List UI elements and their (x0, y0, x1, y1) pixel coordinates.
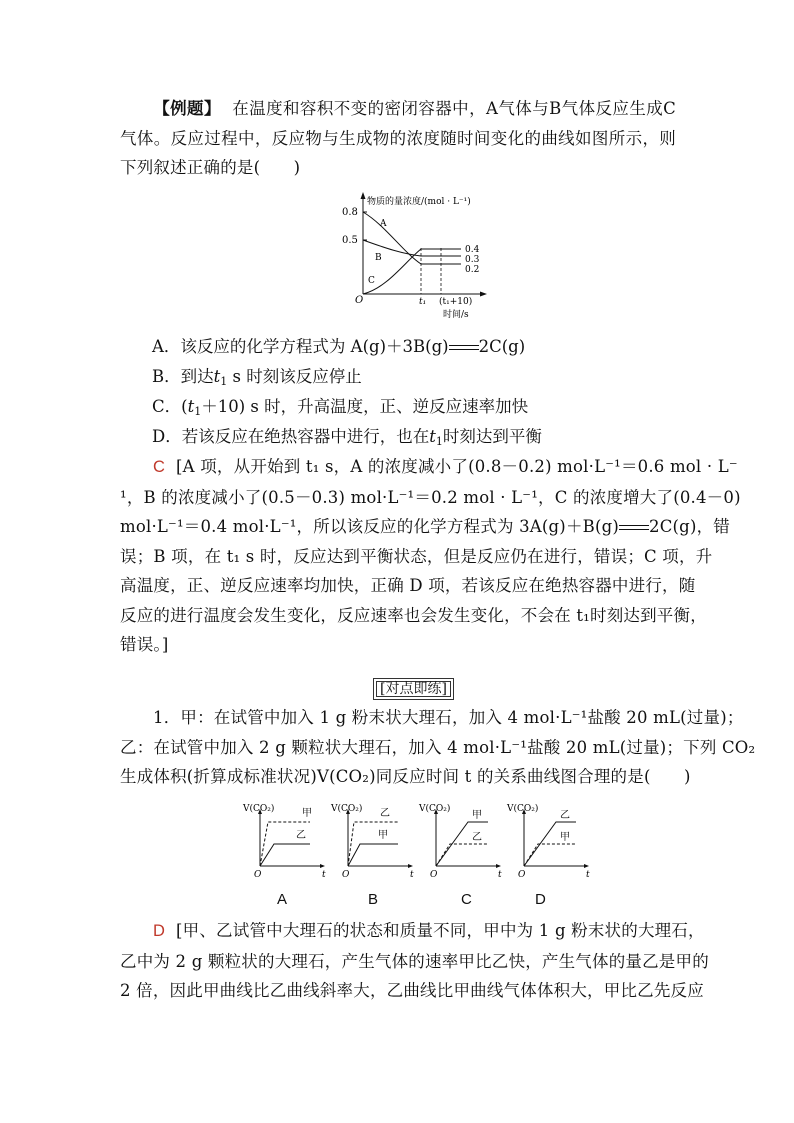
volume-time-graphs (240, 800, 590, 882)
graph-b-ylabel: V(CO₂) (331, 804, 363, 814)
graph-a-yi: 乙 (296, 830, 306, 841)
graph-d-yi: 乙 (560, 810, 570, 821)
answer-1-letter: C (153, 458, 166, 476)
graph-label-a: A (277, 891, 288, 908)
answer-2 (120, 916, 709, 1006)
graph-a-ylabel: V(CO₂) (243, 804, 275, 814)
answer-2-line-2: 乙中为 2 g 颗粒状的大理石，产生气体的速率甲比乙快，产生气体的量乙是甲的 (120, 951, 709, 971)
y-label-05: 0.5 (342, 235, 358, 246)
graph-d (506, 803, 590, 880)
option-c-prefix: C．( (152, 397, 188, 416)
y-label-08: 0.8 (342, 207, 358, 218)
concentration-time-graph (335, 190, 495, 330)
example-tag: 【例题】 (153, 99, 221, 118)
example-question (120, 94, 676, 183)
value-label-02: 0.2 (465, 265, 480, 275)
graph-d-jia: 甲 (560, 832, 570, 843)
origin-label: O (355, 295, 364, 306)
answer-2-line-1: [甲、乙试管中大理石的状态和质量不同，甲中为 1 g 粉末状的大理石， (176, 921, 705, 940)
graph-a-origin: O (254, 870, 262, 880)
answer-1-line-4: 误；B 项，在 t₁ s 时，反应达到平衡状态，但是反应仍在进行，错误；C 项，升 (120, 546, 713, 566)
y-axis-label: 物质的量浓度/(mol · L⁻¹) (367, 197, 471, 207)
graph-d-origin: O (518, 870, 526, 880)
graph-label-b: B (368, 891, 379, 908)
x-tick-t1: t₁ (419, 297, 427, 307)
question-1-line-1: 1．甲：在试管中加入 1 g 粉末状大理石，加入 4 mol·L⁻¹盐酸 20 mL(过量)； (153, 708, 744, 727)
answer-1-line-7: 错误。] (120, 635, 169, 654)
option-a (152, 332, 676, 362)
option-b-t: t (213, 367, 221, 386)
answer-2-letter: D (153, 922, 166, 940)
answer-1-line-5: 高温度，正、逆反应速率均加快，正确 D 项，若该反应在绝热容器中进行，随 (120, 576, 696, 595)
example-text: 在温度和容积不变的密闭容器中，A气体与B气体反应生成C气体。反应过程中，反应物与生成物的浓度随时间变化的曲线如图所示，则下列叙述正确的是( ) (120, 99, 676, 177)
curve-label-c: C (368, 276, 375, 286)
option-d-t: t (429, 427, 436, 446)
graph-c (418, 803, 502, 880)
graph-d-xlabel: t (586, 870, 590, 880)
question-1-line-2: 乙：在试管中加入 2 g 颗粒状大理石，加入 4 mol·L⁻¹盐酸 20 mL(过量)；下列 CO₂ (120, 737, 756, 757)
curve-label-b: B (375, 253, 382, 263)
graph-a-xlabel: t (322, 870, 326, 880)
option-a-text: A．该反应的化学方程式为 A(g)＋3B(g) (152, 337, 449, 356)
option-c-text: ＋10) s 时，升高温度，正、逆反应速率加快 (201, 397, 529, 416)
graph-c-jia: 甲 (472, 810, 482, 821)
answer-1-line-2: ¹，B 的浓度减小了(0.5－0.3) mol·L⁻¹＝0.2 mol · L⁻¹，C 的浓度增大了(0.4－0) (120, 487, 741, 507)
graph-label-c: C (461, 891, 472, 908)
answer-1 (120, 452, 741, 660)
graph-b-xlabel: t (410, 870, 414, 880)
graph-c-xlabel: t (498, 870, 502, 880)
graph-b (330, 803, 414, 880)
graph-d-ylabel: V(CO₂) (507, 804, 539, 814)
equilibrium-arrow (449, 343, 479, 353)
option-c-sub: 1 (194, 405, 202, 418)
option-b-prefix: B．到达 (152, 367, 214, 386)
graph-c-yi: 乙 (472, 832, 482, 843)
value-label-04: 0.4 (465, 245, 480, 255)
option-b-text: s 时刻该反应停止 (227, 367, 362, 386)
graph-b-origin: O (342, 870, 350, 880)
option-d-sub: 1 (435, 435, 443, 448)
option-d-prefix: D．若该反应在绝热容器中进行，也在 (152, 427, 430, 446)
x-tick-t1-plus-10: (t₁+10) (439, 297, 473, 307)
graph-c-ylabel: V(CO₂) (419, 804, 451, 814)
x-axis-label: 时间/s (443, 310, 469, 320)
answer-1-line-3b: 2C(g)，错 (649, 517, 730, 536)
answer-1-line-6: 反应的进行温度会发生变化，反应速率也会发生变化，不会在 t₁时刻达到平衡， (120, 605, 707, 625)
graph-c-origin: O (430, 870, 438, 880)
graph-b-yi: 乙 (380, 808, 390, 819)
graph-label-d: D (535, 891, 546, 908)
equilibrium-arrow (619, 523, 649, 533)
option-b-sub: 1 (220, 375, 228, 388)
curve-label-a: A (380, 219, 387, 229)
question-1-line-3: 生成体积(折算成标准状况)V(CO₂)同反应时间 t 的关系曲线图合理的是( ) (120, 767, 691, 786)
option-a-product: 2C(g) (478, 337, 526, 356)
answer-2-line-3: 2 倍，因此甲曲线比乙曲线斜率大，乙曲线比甲曲线气体体积大，甲比乙先反应 (120, 981, 704, 1000)
graph-b-jia: 甲 (378, 830, 388, 841)
graph-a (242, 803, 326, 880)
value-label-03: 0.3 (465, 255, 480, 265)
graph-a-jia: 甲 (302, 808, 312, 819)
answer-1-line-1: [A 项，从开始到 t₁ s，A 的浓度减小了(0.8－0.2) mol·L⁻¹＝0.6 mol · L⁻ (176, 457, 738, 476)
answer-1-line-3a: mol·L⁻¹＝0.4 mol·L⁻¹，所以该反应的化学方程式为 3A(g)＋B(g) (120, 517, 620, 536)
section-title: [对点即练] (373, 678, 454, 700)
option-d-text: 时刻达到平衡 (442, 427, 542, 446)
option-c-t: t (187, 397, 195, 416)
question-1 (120, 703, 756, 792)
